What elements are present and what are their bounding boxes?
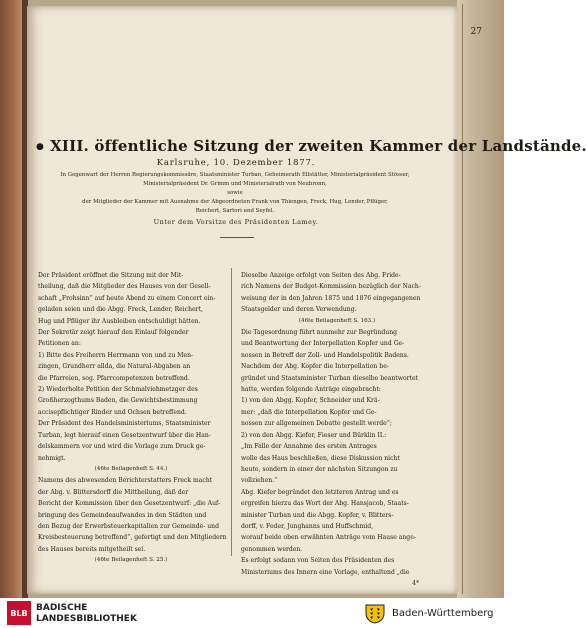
text-line: schaft „Frohsinn“ auf heute Abend zu einem Concert ein- — [38, 294, 216, 302]
text-line: vollziehen.“ — [241, 477, 278, 485]
citation: (46te Beilagenheft S. 44.) — [94, 465, 168, 472]
text-line: Namens des abwesenden Berichterstatters Freck macht — [38, 477, 213, 485]
text-line: Großherzogthums Baden, die Gewichtsbestimmung — [38, 397, 198, 405]
session-title — [36, 137, 587, 155]
text-line: Die Tagesordnung führt nunmehr zur Begründung — [241, 329, 398, 337]
left-column — [38, 270, 227, 567]
text-line: heute, sondern in einer der nächsten Sitzungen zu — [241, 465, 398, 473]
text-line: Kreisbesteuerung betreffend“, gefertigt und den Mitgliedern — [38, 534, 227, 542]
text-line: delskammern vor und wird die Vorlage zum Druck ge- — [38, 443, 206, 451]
text-line: minister Turban und die Abgg. Kopfer, v. Blitters- — [241, 511, 394, 519]
text-line: Petitionen an: — [38, 340, 81, 348]
text-line: nossen in Betreff der Zoll- und Handelspolitik Badens. — [241, 351, 409, 359]
session-title-text: XIII. öffentliche Sitzung der zweiten Kammer der Landstände. — [50, 137, 587, 155]
text-line: zingen, Grundherr allda, die Natural-Abgaben an — [38, 363, 191, 371]
text-line: mer: „daß die Interpellation Kopfer und Ge- — [241, 408, 377, 416]
attendance-line: der Mitglieder der Kammer mit Ausnahme der Abgeordneten Frank von Thiengen, Freck, Hug, Lender, Pflüger, — [82, 199, 388, 205]
text-line: genommen werden. — [241, 545, 303, 553]
blb-name-line1: BADISCHE — [36, 603, 88, 613]
text-line: gründet und Staatsminister Turban dieselbe beantwortet — [241, 374, 419, 382]
page-stack-edge — [457, 0, 504, 598]
blb-library-name[interactable] — [36, 603, 137, 625]
text-line: und Beantwortung der Interpellation Kopfer und Ge- — [241, 340, 405, 348]
attendance-line: In Gegenwart der Herren Regierungskommissäre, Staatsminister Turban, Geheimerath Ellstätter, Ministerialpräsident Stösser, — [60, 172, 410, 178]
page-number: 27 — [470, 27, 482, 37]
text-line: weisung der in den Jahren 1875 und 1876 eingegangenen — [241, 294, 421, 302]
text-line: dorff, v. Feder, Junghanns und Huffschmid, — [241, 522, 374, 530]
text-line: Der Sekretär zeigt hierauf den Einlauf folgender — [38, 329, 189, 337]
citation: (46te Beilagenheft S. 163.) — [298, 317, 376, 324]
text-line: ergreifen hierzu das Wort der Abg. Hansjacob, Staats- — [241, 500, 409, 508]
place-date: Karlsruhe, 10. Dezember 1877. — [156, 158, 316, 168]
text-line: Turban, legt hierauf einen Gesetzentwurf über die Han- — [38, 431, 211, 439]
section-divider — [220, 237, 254, 238]
text-line: geladen seien und die Abgg. Freck, Lender, Reichert, — [38, 306, 203, 314]
attendance-line: Reichert, Sartori und Seyfel. — [195, 208, 275, 214]
chair-line: Unter dem Vorsitze des Präsidenten Lamey. — [153, 218, 319, 226]
text-line: nehmigt. — [38, 454, 66, 462]
text-line: Hug und Pflüger ihr Ausbleiben entschuldigt hätten. — [38, 317, 201, 325]
text-line: Es erfolgt sodann von Seiten des Präsidenten des — [241, 557, 395, 565]
text-line: 1) Bitte des Freiherrn Herrmann von und zu Men- — [38, 351, 194, 359]
text-line: Bericht der Kommission über den Gesetzentwurf: „die Auf- — [38, 500, 221, 508]
bw-lions-crest-icon[interactable] — [363, 602, 387, 624]
text-line: nossen zur allgemeinen Debatte gestellt werde“; — [241, 420, 392, 428]
text-line: Dieselbe Anzeige erfolgt von Seiten des Abg. Fride- — [241, 272, 401, 279]
text-line: Staatsgelder und deren Verwendung. — [241, 306, 357, 314]
text-line: rich Namens der Budget-Kommission bezüglich der Nach- — [241, 283, 421, 291]
text-line: den Bezug der Erwerbsteuerkapitalien zur Gemeinde- und — [38, 522, 220, 530]
text-line: die Pfarreien, sog. Pfarrcompetenzen betreffend. — [38, 374, 190, 382]
page-edge-line — [462, 4, 463, 594]
text-line: Abg. Kiefer begründet den letzteren Antrag und es — [241, 488, 399, 496]
text-line: Nachdem der Abg. Kopfer die Interpellation be- — [241, 363, 389, 371]
text-line: 2) Wiederholte Petition der Schmalviehmetzger des — [38, 386, 198, 394]
blb-logo-icon[interactable]: BLB — [7, 601, 31, 625]
attendance-line: sowie — [227, 190, 243, 196]
text-line: der Abg. v. Blittersdorff die Mittheilung, daß der — [38, 488, 189, 496]
bullet-icon: ● — [36, 142, 45, 152]
attendance-block — [36, 171, 434, 216]
text-line: Der Präsident des Handelsministeriums, Staatsminister — [38, 420, 211, 428]
text-line: 2) von den Abgg. Kiefer, Fieser und Bürklin II.: — [241, 431, 387, 439]
attendance-line: Ministerialpräsident Dr. Grimm und Ministerialrath von Neubronn, — [143, 181, 327, 187]
text-line: bringung des Gemeindeaufwandes in den Städten und — [38, 511, 207, 519]
right-column — [241, 270, 433, 589]
text-line: worauf beide oben erwähnten Anträge vom Hause ange- — [241, 534, 416, 542]
column-divider — [231, 268, 232, 556]
text-line: 1) von den Abgg. Kopfer, Schneider und Krä- — [241, 397, 380, 405]
signature-mark: 4* — [412, 579, 419, 587]
text-line: theilung, daß die Mitglieder des Hauses von der Gesell- — [38, 283, 211, 291]
blb-name-line2: LANDESBIBLIOTHEK — [36, 614, 137, 624]
book-cover-edge — [0, 0, 22, 598]
text-line: Ministeriums des Innern eine Vorlage, enthaltend „die — [241, 568, 410, 576]
text-line: accisepflichtiger Rinder und Ochsen betreffend. — [38, 408, 187, 416]
text-line: „Im Falle der Annahme des ersten Antrages — [241, 443, 377, 451]
citation: (46te Beilagenheft S. 25.) — [94, 557, 168, 564]
text-line: des Hauses bereits mitgetheilt sei. — [38, 545, 146, 553]
text-line: Der Präsident eröffnet die Sitzung mit der Mit- — [38, 272, 184, 279]
bw-state-name[interactable]: Baden-Württemberg — [392, 608, 494, 619]
text-line: wolle das Haus beschließen, diese Diskussion nicht — [241, 454, 400, 462]
text-line: hatte, werden folgende Anträge eingebracht: — [241, 386, 381, 394]
